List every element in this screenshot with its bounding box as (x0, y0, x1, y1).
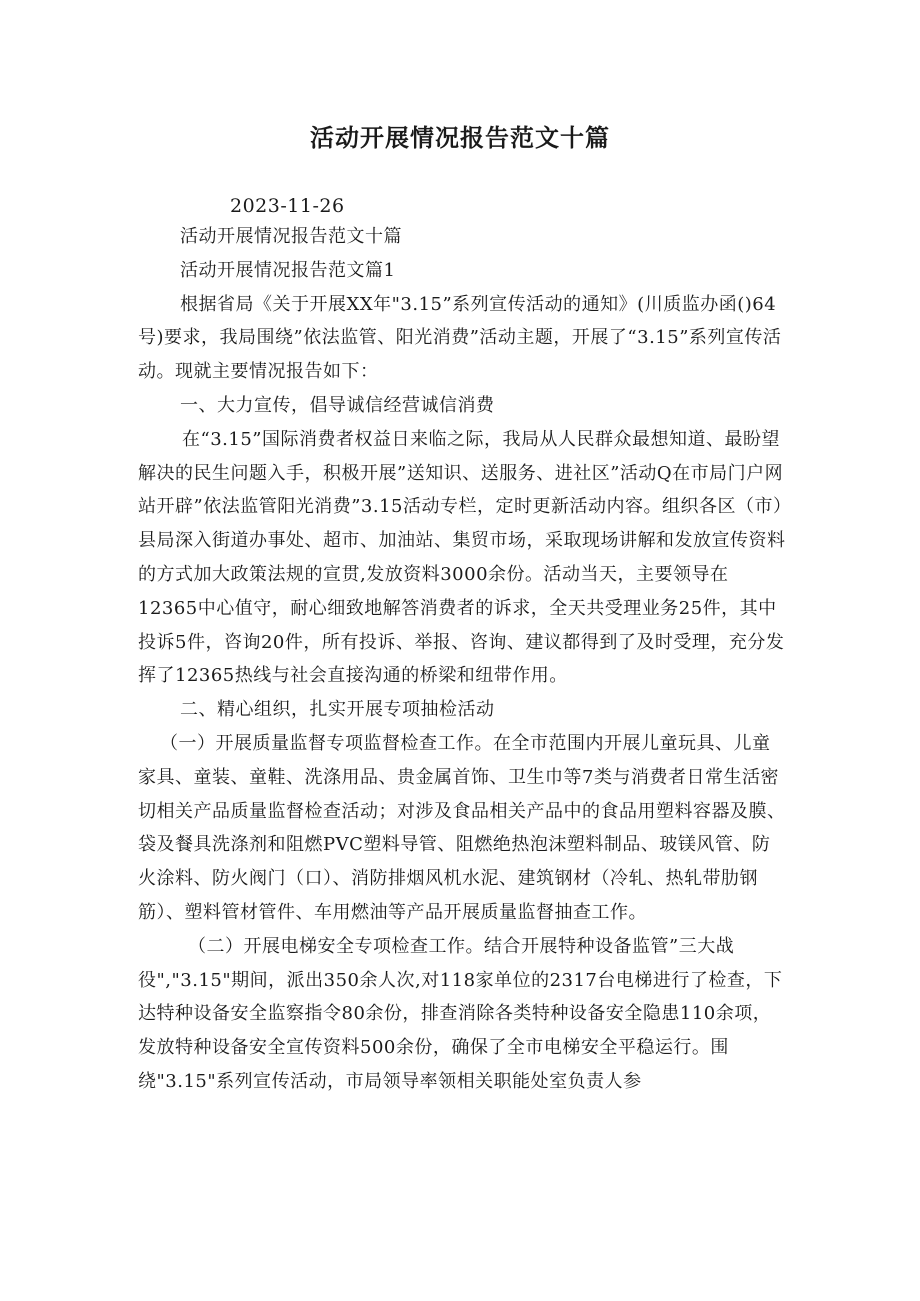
paragraph-publicity: 在“3.15”国际消费者权益日来临之际，我局从人民群众最想知道、最盼望解决的民生问题入手，积极开展”送知识、送服务、进社区”活动Q在市局门户网站开辟”依法监管阳光消费”3.15活动专栏，定时更新活动内容。组织各区（市）县局深入街道办事处、超市、加油站、集贸市场，采取现场讲解和发放宣传资料的方式加大政策法规的宣贯,发放资料3000余份。活动当天，主要领导在12365中心值守，耐心细致地解答消费者的诉求，全天共受理业务25件，其中投诉5件，咨询20件，所有投诉、举报、咨询、建议都得到了及时受理，充分发挥了12365热线与社会直接沟通的桥梁和纽带作用。 (138, 428, 786, 687)
document-body (138, 220, 788, 1099)
paragraph-quality-inspection: （一）开展质量监督专项监督检查工作。在全市范围内开展儿童玩具、儿童家具、童装、童鞋、洗涤用品、贵金属首饰、卫生巾等7类与消费者日常生活密切相关产品质量监督检查活动；对涉及食品相关产品中的食品用塑料容器及膜、袋及餐具洗涤剂和阻燃PVC塑料导管、阻燃绝热泡沫塑料制品、玻镁风管、防火涂料、防火阀门（口）、消防排烟风机水泥、建筑钢材（冷轧、热轧带肋钢筋）、塑料管材管件、车用燃油等产品开展质量监督抽查工作。 (138, 732, 786, 923)
paragraph-section-heading: 活动开展情况报告范文篇1 (180, 259, 396, 281)
paragraph-subtitle: 活动开展情况报告范文十篇 (180, 226, 402, 247)
document-date: 2023-11-26 (230, 195, 345, 217)
document-title: 活动开展情况报告范文十篇 (310, 124, 610, 152)
paragraph-heading-one: 一、大力宣传，倡导诚信经营诚信消费 (180, 394, 495, 416)
paragraph-heading-two: 二、精心组织，扎实开展专项抽检活动 (180, 699, 495, 721)
paragraph-elevator-inspection: （二）开展电梯安全专项检查工作。结合开展特种设备监管”三大战役","3.15"期间，派出350余人次,对118家单位的2317台电梯进行了检查，下达特种设备安全监察指令80余份，排查消除各类特种设备安全隐患110余项，发放特种设备安全宣传资料500余份，确保了全市电梯安全平稳运行。围绕"3.15"系列宣传活动，市局领导率领相关职能处室负责人参 (138, 935, 783, 1092)
paragraph-intro: 根据省局《关于开展XX年"3.15”系列宣传活动的通知》(川质监办函()64号)要求，我局围绕”依法监管、阳光消费”活动主题，开展了“3.15”系列宣传活动。现就主要情况报告如下： (138, 293, 782, 383)
